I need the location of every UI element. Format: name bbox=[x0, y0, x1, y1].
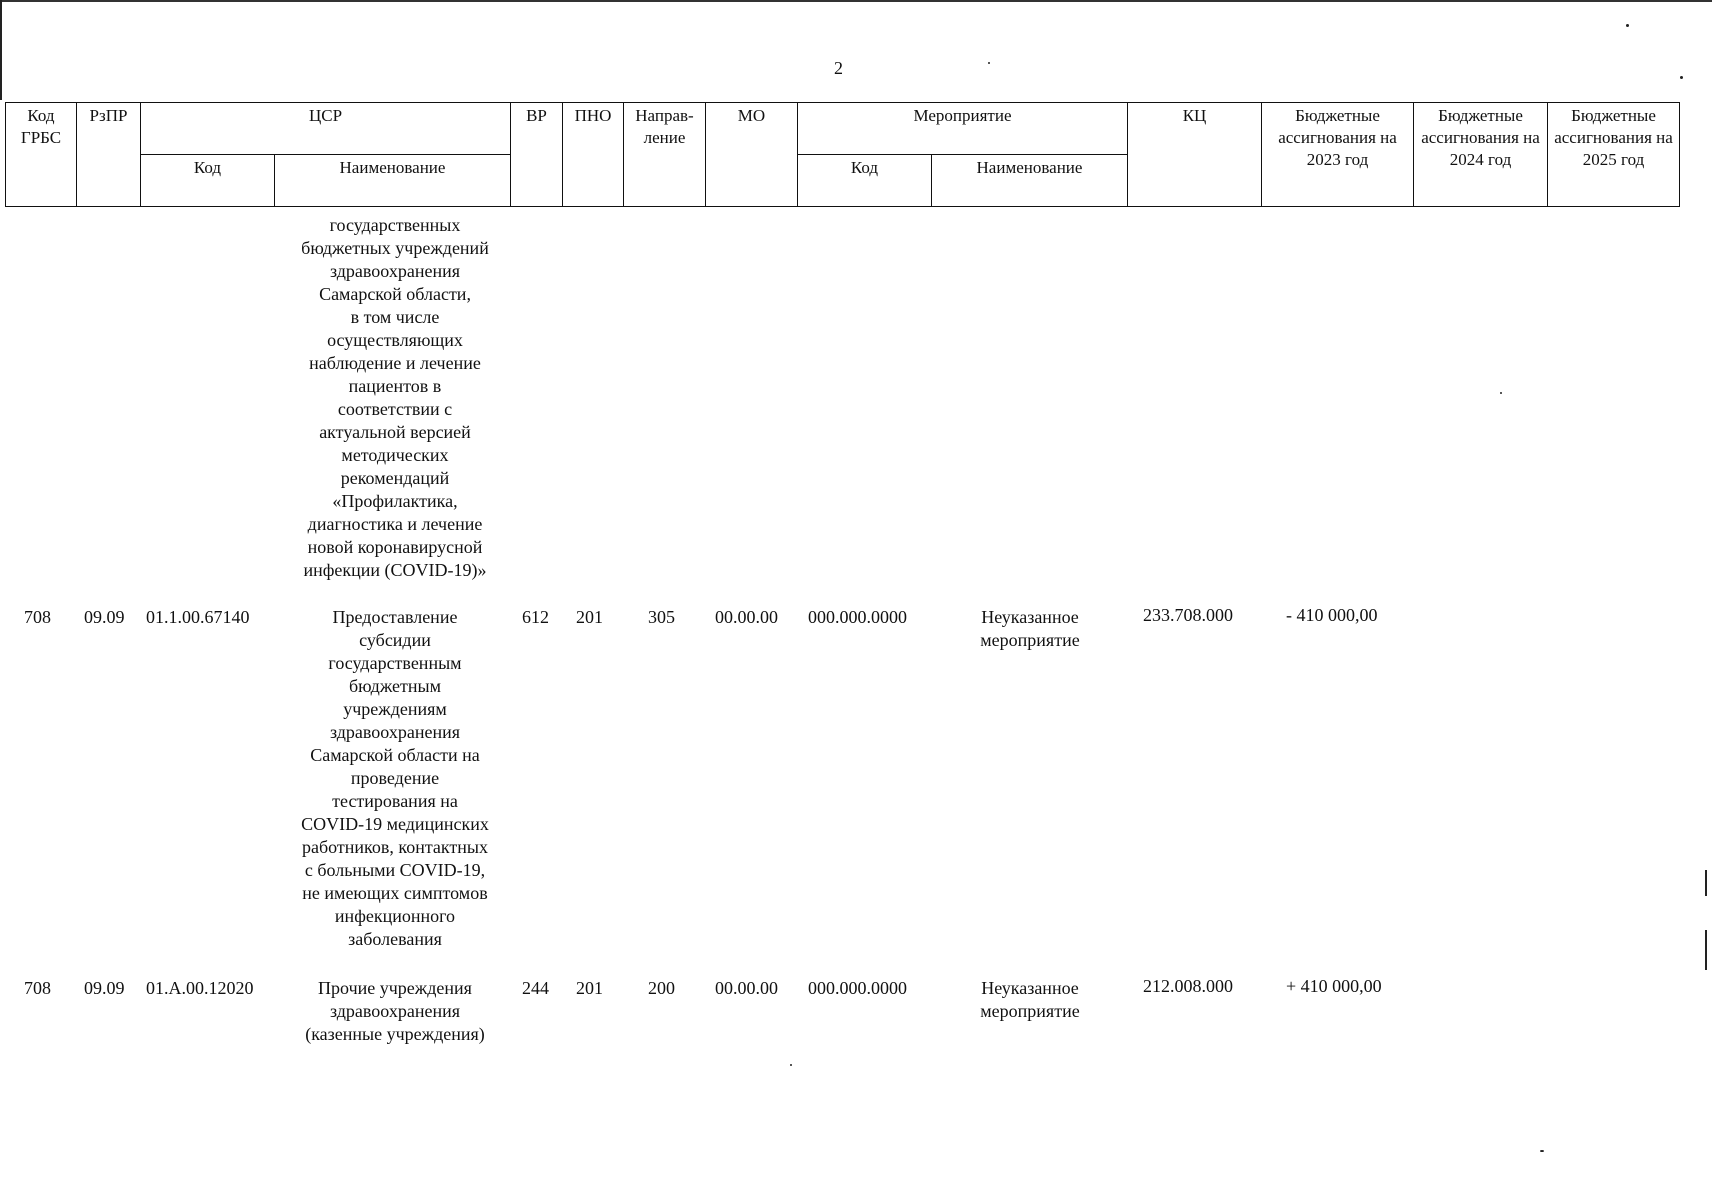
row-rzpr: 09.09 bbox=[84, 607, 125, 627]
row-vr: 244 bbox=[522, 978, 549, 998]
scan-edge-top bbox=[0, 0, 1712, 2]
header-csr: ЦСР bbox=[141, 103, 511, 155]
row-mer-name: Неуказанное мероприятие bbox=[980, 607, 1080, 650]
row-grbs: 708 bbox=[24, 607, 51, 627]
header-mer-name: Наименование bbox=[932, 155, 1128, 207]
row-kc: 212.008.000 bbox=[1143, 976, 1233, 996]
row-grbs: 708 bbox=[24, 978, 51, 998]
row-mo: 00.00.00 bbox=[715, 978, 778, 998]
header-meropriyatie: Мероприятие bbox=[798, 103, 1128, 155]
row-vr: 612 bbox=[522, 607, 549, 627]
header-budget-2023: Бюджетные ассигнования на 2023 год bbox=[1262, 103, 1414, 207]
scan-speck bbox=[1705, 870, 1707, 896]
page-number: 2 bbox=[834, 58, 843, 78]
scan-speck bbox=[1626, 24, 1629, 27]
header-rzpr: РзПР bbox=[77, 103, 141, 207]
row-mer-kod: 000.000.0000 bbox=[808, 978, 907, 998]
scan-speck bbox=[1705, 930, 1707, 970]
header-kc: КЦ bbox=[1128, 103, 1262, 207]
row-mer-name: Неуказанное мероприятие bbox=[980, 978, 1080, 1021]
header-kod-grbs: Код ГРБС bbox=[6, 103, 77, 207]
header-pno: ПНО bbox=[563, 103, 624, 207]
continuation-name: государственных бюджетных учреждений здравоохранения Самарской области, в том числе осуществляющих наблюдение и лечение пациентов в соответствии с актуальной версией методических рекомендаций «Профилактика, диагностика и лечение новой коронавирусной инфекции (COVID-19)» bbox=[301, 215, 489, 580]
row-rzpr: 09.09 bbox=[84, 978, 125, 998]
header-csr-name: Наименование bbox=[275, 155, 511, 207]
row-mer-kod: 000.000.0000 bbox=[808, 607, 907, 627]
header-csr-kod: Код bbox=[141, 155, 275, 207]
row-csr-name: Прочие учреждения здравоохранения (казенные учреждения) bbox=[305, 978, 485, 1044]
header-mo: МО bbox=[706, 103, 798, 207]
header-vr: ВР bbox=[511, 103, 563, 207]
scan-edge-left bbox=[0, 0, 2, 100]
row-pno: 201 bbox=[576, 607, 603, 627]
scan-speck bbox=[1540, 1150, 1544, 1152]
row-budget-2023: + 410 000,00 bbox=[1286, 976, 1382, 996]
header-budget-2024: Бюджетные ассигнования на 2024 год bbox=[1414, 103, 1548, 207]
row-csr-kod: 01.А.00.12020 bbox=[146, 978, 254, 998]
header-budget-2025: Бюджетные ассигнования на 2025 год bbox=[1548, 103, 1680, 207]
scan-speck bbox=[1500, 392, 1502, 394]
row-kc: 233.708.000 bbox=[1143, 605, 1233, 625]
header-napravlenie: Направ-ление bbox=[624, 103, 706, 207]
row-csr-name: Предоставление субсидии государственным бюджетным учреждениям здравоохранения Самарской области на проведение тестирования на COVID-19 медицинских работников, контактных с больными COVID-19, не имеющих симптомов инфекционного заболевания bbox=[301, 607, 489, 949]
scan-speck bbox=[988, 62, 990, 64]
scan-speck bbox=[1680, 76, 1683, 79]
header-mer-kod: Код bbox=[798, 155, 932, 207]
row-csr-kod: 01.1.00.67140 bbox=[146, 607, 250, 627]
row-pno: 201 bbox=[576, 978, 603, 998]
row-napr: 305 bbox=[648, 607, 675, 627]
scan-speck bbox=[790, 1064, 792, 1066]
header-table bbox=[5, 102, 1680, 207]
row-napr: 200 bbox=[648, 978, 675, 998]
row-mo: 00.00.00 bbox=[715, 607, 778, 627]
row-budget-2023: - 410 000,00 bbox=[1286, 605, 1378, 625]
